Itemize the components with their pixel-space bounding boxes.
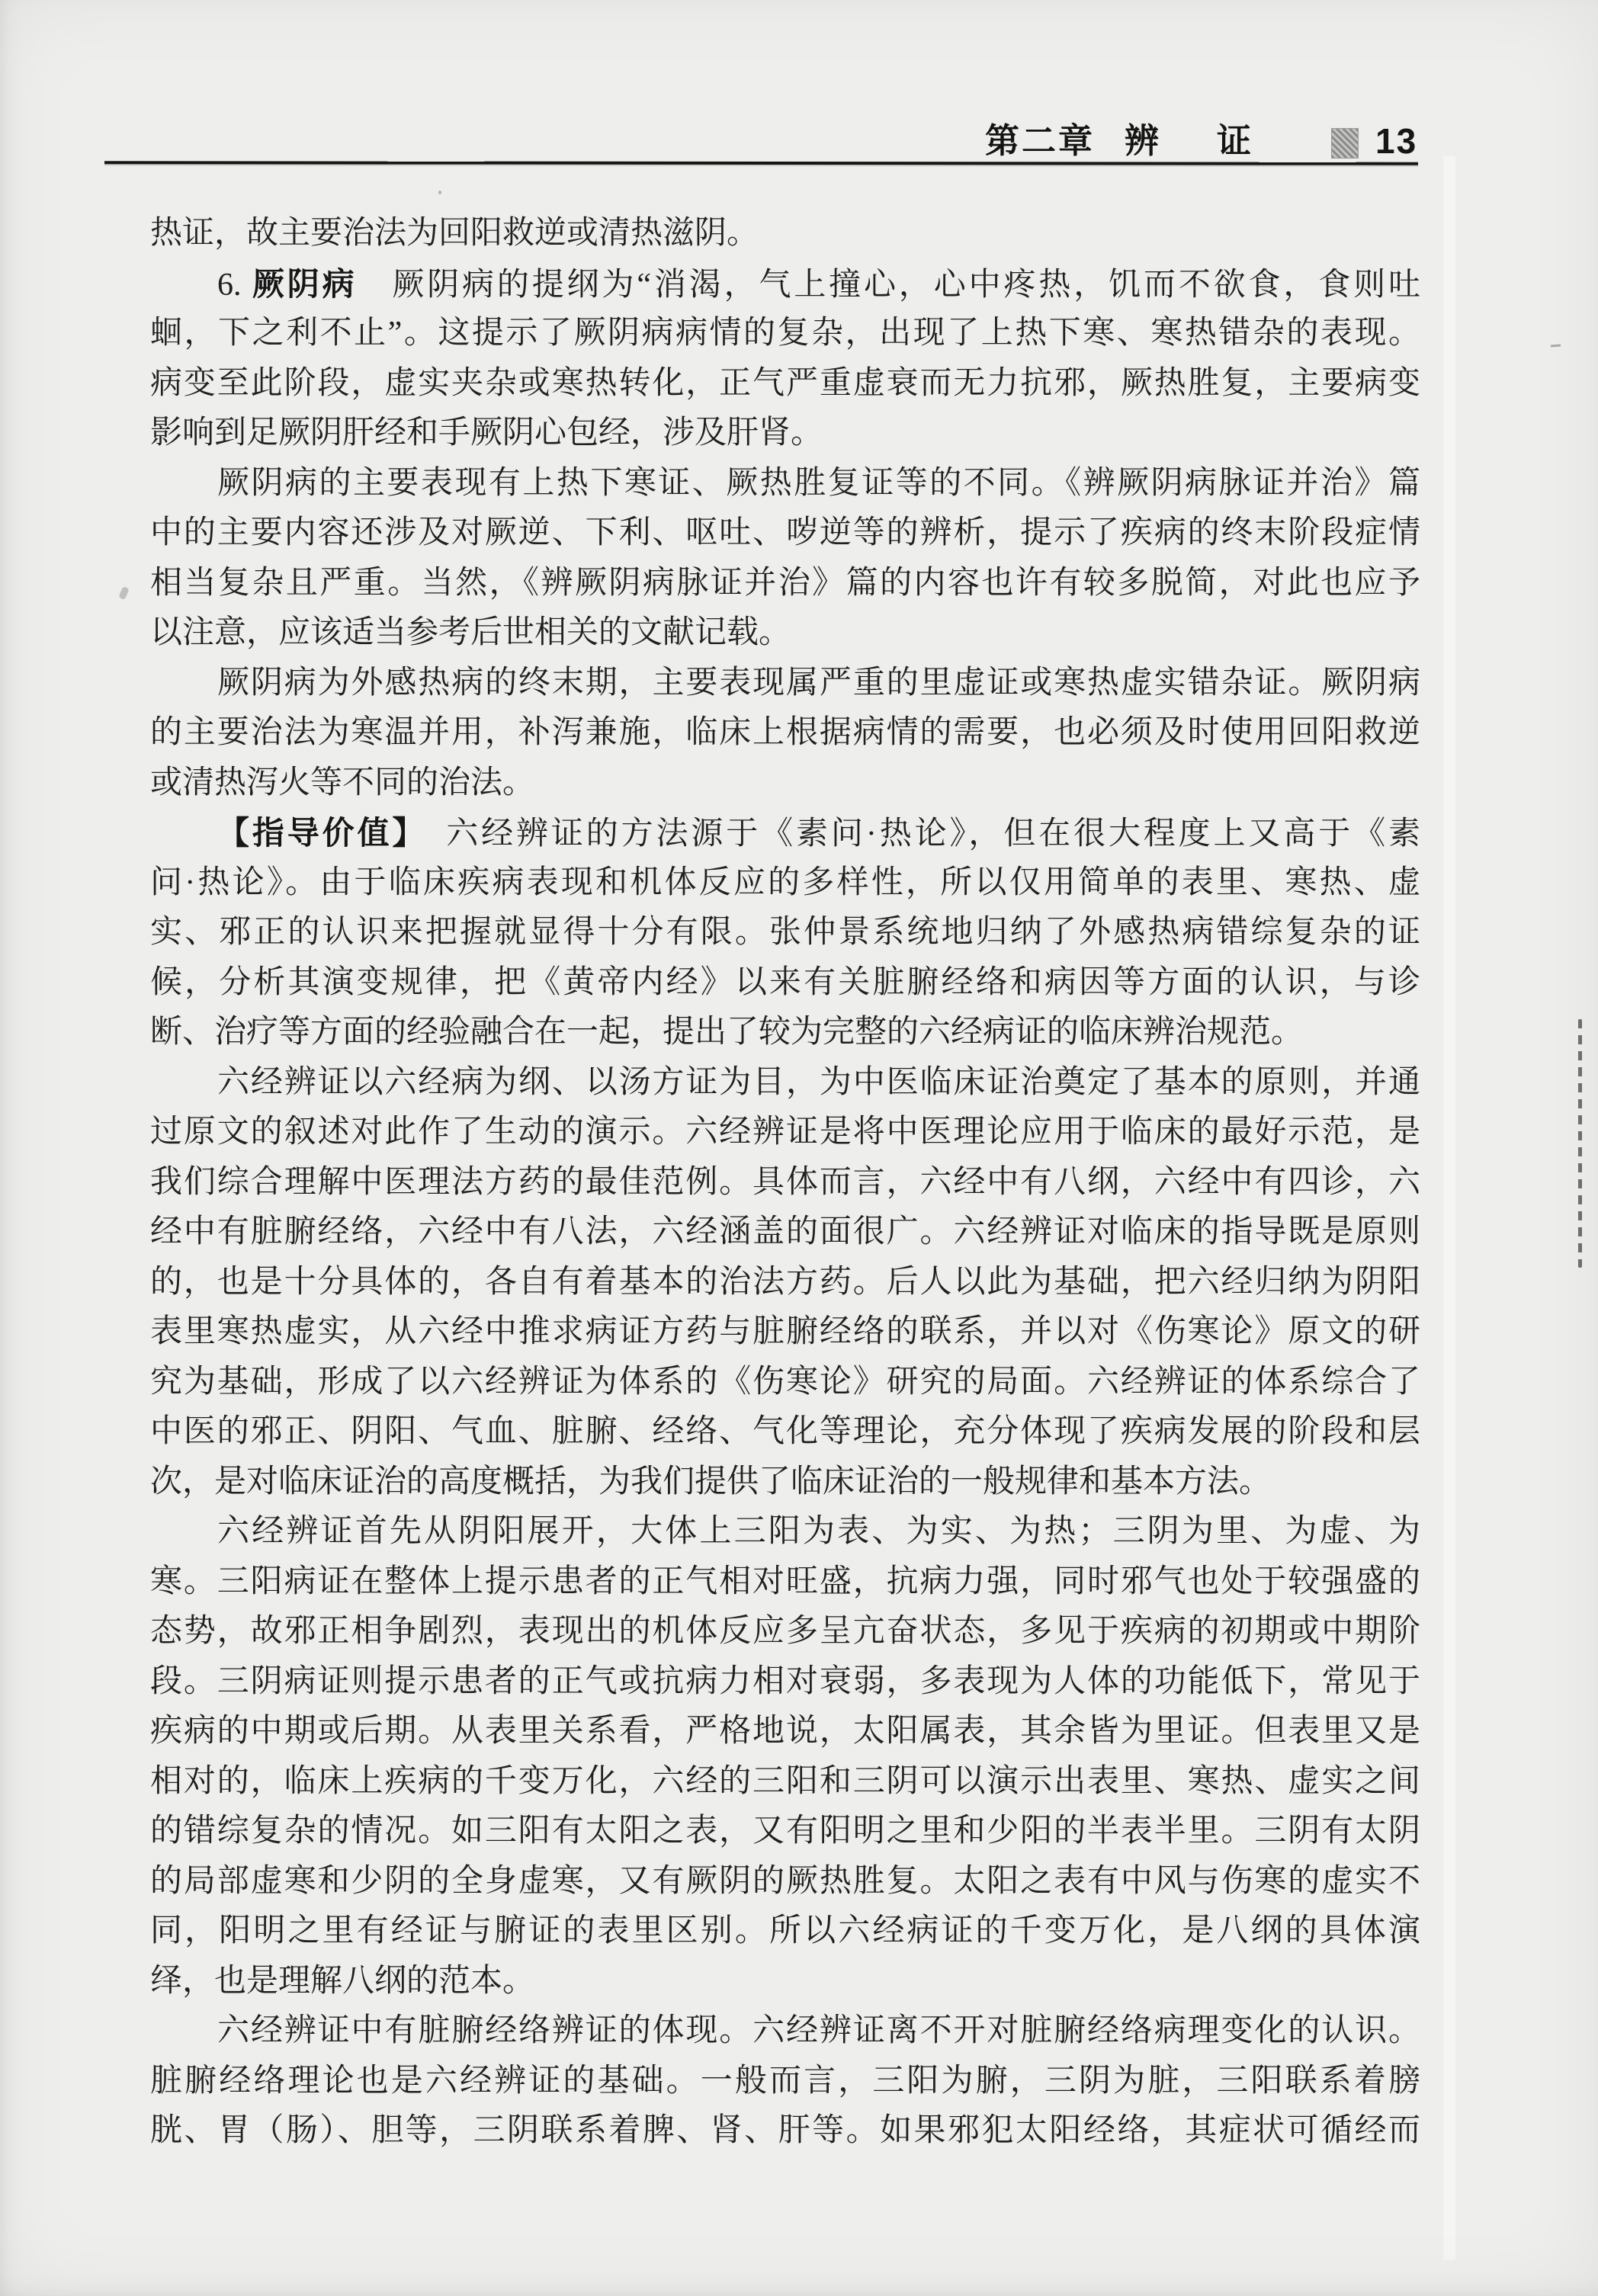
text-line <box>150 908 1420 958</box>
scan-speck-artifact <box>438 191 441 194</box>
paragraph <box>150 2006 1420 2157</box>
paragraph <box>150 209 1420 259</box>
text-run: 影响到足厥阴肝经和手厥阴心包经，涉及肝肾。 <box>150 415 823 451</box>
text-line <box>150 1906 1420 1957</box>
text-run: 厥阴病的主要表现有上热下寒证、厥热胜复证等的不同。《辨厥阴病脉证并治》篇 <box>217 465 1420 501</box>
text-line <box>150 758 1420 809</box>
text-run: 经中有脏腑经络，六经中有八法，六经涵盖的面很广。六经辨证对临床的指导既是原则 <box>150 1214 1420 1249</box>
text-run: 中医的邪正、阴阳、气血、脏腑、经络、气化等理论，充分体现了疾病发展的阶段和层 <box>150 1414 1420 1449</box>
text-line <box>150 1957 1420 2007</box>
text-line <box>150 309 1420 359</box>
paragraph <box>150 1507 1420 2006</box>
text-line <box>150 1457 1420 1508</box>
text-run: 同，阳明之里有经证与腑证的表里区别。所以六经病证的千变万化，是八纲的具体演 <box>150 1913 1420 1948</box>
text-line <box>150 858 1420 909</box>
header-title-char-1: 辨 <box>1125 121 1162 160</box>
text-line <box>150 1507 1420 1557</box>
text-run: 病变至此阶段，虚实夹杂或寒热转化，正气严重虚衰而无力抗邪，厥热胜复，主要病变 <box>150 365 1420 401</box>
text-run: 表里寒热虚实，从六经中推求病证方药与脏腑经络的联系，并以对《伤寒论》原文的研 <box>150 1314 1420 1349</box>
text-line <box>150 608 1420 659</box>
text-run: 六经辨证的方法源于《素问·热论》，但在很大程度上又高于《素 <box>411 816 1420 851</box>
text-line <box>150 559 1420 609</box>
text-run: 以注意，应该适当参考后世相关的文献记载。 <box>150 615 791 650</box>
text-run: 脏腑经络理论也是六经辨证的基础。一般而言，三阳为腑，三阴为脏，三阳联系着膀 <box>150 2063 1420 2099</box>
paragraph <box>150 459 1420 659</box>
scan-dashed-line-artifact <box>1578 1019 1582 1268</box>
text-line <box>150 708 1420 758</box>
text-line <box>150 659 1420 709</box>
text-run: 的主要治法为寒温并用，补泻兼施，临床上根据病情的需要，也必须及时使用回阳救逆 <box>150 715 1420 750</box>
text-run: 六经辨证首先从阴阳展开，大体上三阳为表、为实、为热；三阴为里、为虚、为 <box>217 1514 1420 1549</box>
text-run: 厥阴病的提纲为“消渴，气上撞心，心中疼热，饥而不欲食，食则吐 <box>357 267 1420 303</box>
text-run: 厥阴病为外感热病的终末期，主要表现属严重的里虚证或寒热虚实错杂证。厥阴病 <box>217 665 1420 701</box>
text-line <box>150 1857 1420 1907</box>
text-run: 热证，故主要治法为回阳救逆或清热滋阴。 <box>150 216 759 251</box>
text-line <box>150 1207 1420 1258</box>
text-line <box>150 1058 1420 1108</box>
text-line <box>150 1807 1420 1857</box>
text-run: 实、邪正的认识来把握就显得十分有限。张仲景系统地归纳了外感热病错综复杂的证 <box>150 915 1420 950</box>
text-run: 中的主要内容还涉及对厥逆、下利、呕吐、哕逆等的辨析，提示了疾病的终末阶段症情 <box>150 515 1420 550</box>
text-line <box>150 1258 1420 1308</box>
bold-run: 【指导价值】 <box>217 815 412 851</box>
scan-speck-artifact <box>1551 345 1561 348</box>
paragraph <box>150 259 1420 459</box>
text-line <box>150 1607 1420 1657</box>
header-title-char-2: 证 <box>1217 121 1254 160</box>
text-line <box>150 409 1420 459</box>
header-chapter-label: 第二章 <box>985 121 1096 160</box>
text-run: 的，也是十分具体的，各自有着基本的治法方药。后人以此为基础，把六经归纳为阴阳 <box>150 1264 1420 1300</box>
text-run: 我们综合理解中医理法方药的最佳范例。具体而言，六经中有八纲，六经中有四诊，六 <box>150 1164 1420 1200</box>
text-line <box>150 459 1420 509</box>
page-marker-icon <box>1332 129 1358 158</box>
text-line <box>150 209 1420 259</box>
paragraph <box>150 659 1420 809</box>
text-run: 6. <box>217 267 252 303</box>
text-run: 相当复杂且严重。当然，《辨厥阴病脉证并治》篇的内容也许有较多脱简，对此也应予 <box>150 565 1420 601</box>
text-line <box>150 508 1420 559</box>
scan-speck-artifact <box>118 586 130 600</box>
text-run: 过原文的叙述对此作了生动的演示。六经辨证是将中医理论应用于临床的最好示范，是 <box>150 1114 1420 1150</box>
paragraph <box>150 808 1420 1058</box>
text-run: 的错综复杂的情况。如三阳有太阳之表，又有阳明之里和少阳的半表半里。三阴有太阴 <box>150 1813 1420 1849</box>
text-run: 问·热论》。由于临床疾病表现和机体反应的多样性，所以仅用简单的表里、寒热、虚 <box>150 864 1420 900</box>
text-line <box>150 359 1420 409</box>
text-block <box>150 209 1420 2157</box>
text-run: 段。三阴病证则提示患者的正气或抗病力相对衰弱，多表现为人体的功能低下，常见于 <box>150 1663 1420 1699</box>
header-rule <box>104 161 1418 165</box>
text-line <box>150 1407 1420 1457</box>
text-line <box>150 808 1420 858</box>
text-line <box>150 958 1420 1009</box>
text-run: 或清热泻火等不同的治法。 <box>150 765 535 800</box>
text-run: 疾病的中期或后期。从表里关系看，严格地说，太阳属表，其余皆为里证。但表里又是 <box>150 1714 1420 1749</box>
text-run: 态势，故邪正相争剧烈，表现出的机体反应多呈亢奋状态，多见于疾病的初期或中期阶 <box>150 1614 1420 1649</box>
text-line <box>150 259 1420 309</box>
page-number: 13 <box>1375 121 1418 161</box>
text-run: 断、治疗等方面的经验融合在一起，提出了较为完整的六经病证的临床辨治规范。 <box>150 1015 1304 1050</box>
text-run: 究为基础，形成了以六经辨证为体系的《伤寒论》研究的局面。六经辨证的体系综合了 <box>150 1364 1420 1400</box>
text-run: 寒。三阳病证在整体上提示患者的正气相对旺盛，抗病力强，同时邪气也处于较强盛的 <box>150 1563 1420 1599</box>
text-line <box>150 1707 1420 1757</box>
text-line <box>150 1358 1420 1408</box>
text-run: 六经辨证中有脏腑经络辨证的体现。六经辨证离不开对脏腑经络病理变化的认识。 <box>217 2013 1420 2048</box>
text-line <box>150 1757 1420 1807</box>
text-run: 绎，也是理解八纲的范本。 <box>150 1963 535 1999</box>
text-line <box>150 1307 1420 1358</box>
text-run: 次，是对临床证治的高度概括，为我们提供了临床证治的一般规律和基本方法。 <box>150 1464 1272 1499</box>
text-line <box>150 1158 1420 1208</box>
text-run: 相对的，临床上疾病的千变万化，六经的三阳和三阴可以演示出表里、寒热、虚实之间 <box>150 1763 1420 1799</box>
bold-run: 厥阴病 <box>252 265 358 302</box>
scan-light-band-artifact <box>1443 156 1455 2260</box>
text-line <box>150 2057 1420 2107</box>
text-line <box>150 2006 1420 2057</box>
text-line <box>150 2106 1420 2157</box>
text-line <box>150 1657 1420 1708</box>
text-line <box>150 1008 1420 1058</box>
text-run: 六经辨证以六经病为纲、以汤方证为目，为中医临床证治奠定了基本的原则，并通 <box>217 1064 1420 1100</box>
paragraph <box>150 1058 1420 1508</box>
text-line <box>150 1557 1420 1608</box>
text-line <box>150 1108 1420 1158</box>
text-run: 的局部虚寒和少阴的全身虚寒，又有厥阴的厥热胜复。太阳之表有中风与伤寒的虚实不 <box>150 1863 1420 1899</box>
text-run: 候，分析其演变规律，把《黄帝内经》以来有关脏腑经络和病因等方面的认识，与诊 <box>150 964 1420 1000</box>
text-run: 胱、胃（肠）、胆等，三阴联系着脾、肾、肝等。如果邪犯太阳经络，其症状可循经而 <box>150 2113 1420 2148</box>
text-run: 蛔，下之利不止”。这提示了厥阴病病情的复杂，出现了上热下寒、寒热错杂的表现。 <box>150 316 1420 351</box>
